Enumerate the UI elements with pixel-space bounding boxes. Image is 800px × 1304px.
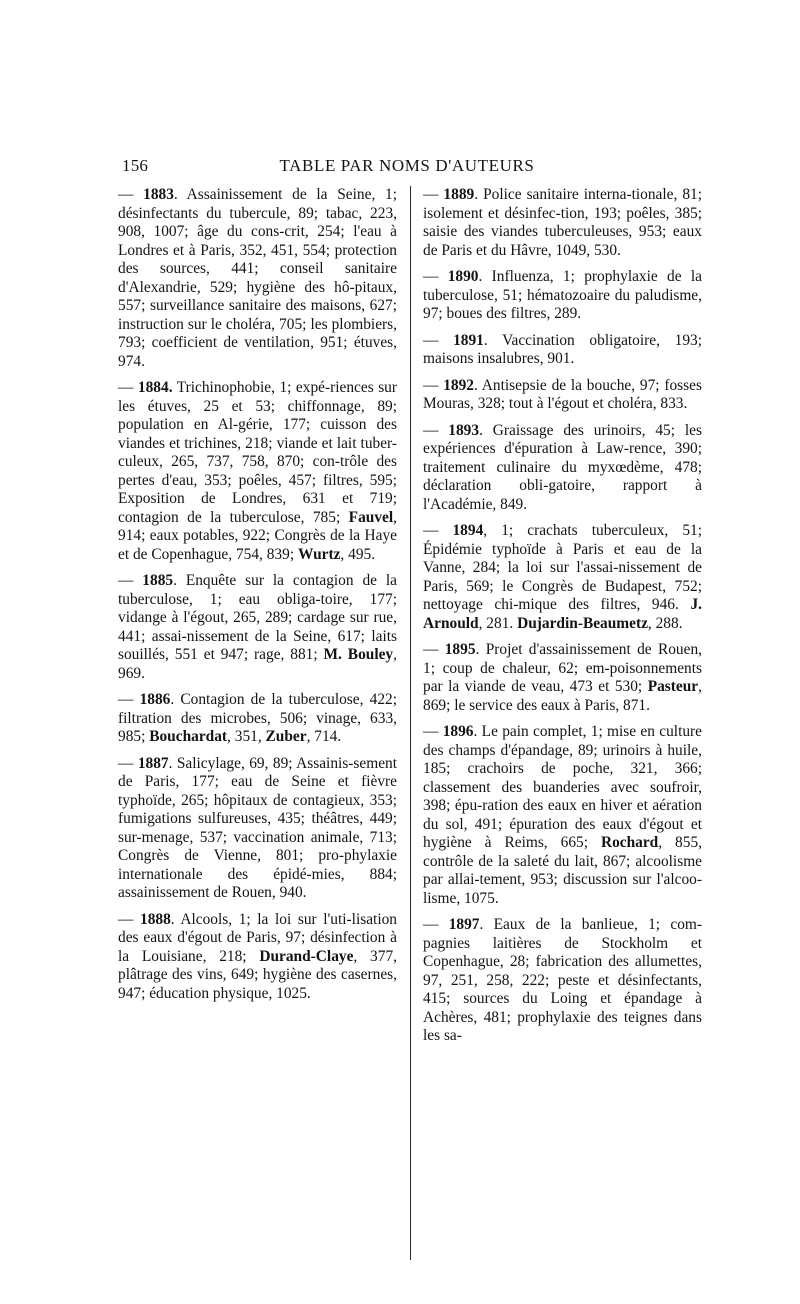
entry-text: , 869; le service des eaux à Paris, 871. — [423, 678, 702, 714]
entry-bold-text: 1891 — [453, 331, 484, 349]
index-entry — [118, 691, 397, 747]
entry-bold-text: Fauvel — [348, 508, 394, 526]
index-entry — [423, 268, 702, 324]
entry-bold-text: M. Bouley — [323, 646, 394, 663]
page-title: TABLE PAR NOMS D'AUTEURS — [279, 156, 535, 175]
entry-text: , 288. — [647, 614, 683, 632]
index-entry — [118, 911, 397, 1004]
entry-text: — — [423, 331, 454, 349]
entry-text: . Salicylage, 69, 89; Assainis-sement de Paris, 177; eau de Seine et fièvre typhoïde, 265; hôpitaux de contagieux, 353; fumigations sulfureuses, 435; théâtres, 449; sur-menage, 537; vaccination animale, 713; Congrès de Vienne, 801; pro-phylaxie internationale des épidé-mies, 884; assainissement de Rouen, 940. — [118, 754, 397, 901]
entry-text: — — [423, 376, 444, 394]
entry-text: Trichinophobie, 1; expé-riences sur les étuves, 25 et 53; chiffonnage, 89; population en Al-gérie, 177; cuisson des viandes et trichines, 218; viande et lait tuber-culeux, 265, 737, 758, 870; con-trôle des pertes d'eau, 353; poêles, 457; filtres, 595; Exposition de Londres, 631 et 719; contagion de la tuberculose, 785; — [118, 379, 398, 526]
entry-bold-text: 1890 — [447, 268, 479, 285]
entry-text: . Eaux de la banlieue, 1; com-pagnies laitières de Stockholm et Copenhague, 28; fabrication des allumettes, 97, 251, 258, 222; peste et désinfectants, 415; sources du Loing et épandage à Achères, 481; prophylaxie des teignes dans les sa- — [423, 916, 702, 1044]
column-divider — [410, 186, 411, 1260]
entry-text: , 495. — [340, 545, 376, 563]
entry-text: , 351, — [227, 728, 266, 745]
entry-text: — — [423, 641, 445, 658]
entry-bold-text: 1897 — [448, 916, 480, 933]
entry-bold-text: 1894 — [452, 522, 484, 539]
entry-text: , 969. — [118, 646, 397, 682]
entry-text: , 714. — [306, 728, 342, 745]
entry-text: . Contagion de la tuberculose, 422; filtration des microbes, 506; vinage, 633, 985; — [118, 691, 397, 745]
entry-bold-text: 1895 — [444, 641, 476, 658]
entry-bold-text: Wurtz — [297, 545, 341, 563]
entry-bold-text: 1893 — [448, 421, 480, 439]
entry-text: , 281. — [478, 614, 518, 632]
entry-bold-text: Dujardin-Beaumetz — [517, 614, 648, 632]
entry-text: . Le pain complet, 1; mise en culture des champs d'épandage, 89; urinoirs à huile, 185; crachoirs de poche, 321, 366; classement des buanderies avec soufroir, 398; épu-ration des eaux en hiver et aération du sol, 491; épuration des eaux d'égout et hygiène à Reims, 665; — [423, 723, 702, 851]
entry-text: . Vaccination obligatoire, 193; maisons insalubres, 901. — [423, 331, 702, 367]
entry-bold-text: Zuber — [265, 728, 307, 745]
running-head — [122, 156, 692, 180]
entry-text: — — [423, 522, 453, 539]
entry-bold-text: 1886 — [139, 691, 171, 708]
entry-bold-text: 1885 — [142, 572, 174, 589]
entry-bold-text: 1896 — [442, 723, 474, 740]
entry-bold-text: Pasteur — [647, 678, 699, 695]
entry-text: — — [423, 268, 448, 285]
index-entry — [423, 723, 702, 908]
entry-bold-text: J. Arnould — [423, 596, 702, 632]
index-entry — [118, 186, 397, 371]
entry-text: — — [423, 916, 449, 933]
entry-text: , 1; crachats tuberculeux, 51; Épidémie typhoïde à Paris et eau de la Vanne, 284; la loi sur l'assai-nissement de Paris, 569; le Congrès de Budapest, 752; nettoyage chi-mique des filtres, 946. — [423, 522, 702, 613]
entry-bold-text: 1883 — [143, 186, 174, 203]
entry-text: — — [423, 723, 443, 740]
entry-text: — — [423, 186, 444, 203]
entry-text: , 377, plâtrage des vins, 649; hygiène des casernes, 947; éducation physique, 1025. — [118, 947, 397, 1002]
index-entry — [423, 916, 702, 1046]
entry-text: . Assainissement de la Seine, 1; désinfectants du tubercule, 89; tabac, 223, 908, 1007; âge du cons-crit, 254; l'eau à Londres et à Paris, 352, 451, 554; protection des sources, 441; conseil sanitaire d'Alexandrie, 529; hygiène des hô-pitaux, 557; surveillance sanitaire des maisons, 627; instruction sur le choléra, 705; les plombiers, 793; coefficient de ventilation, 951; étuves, 974. — [118, 186, 397, 370]
entry-text: — — [118, 572, 143, 589]
entry-text: . Alcools, 1; la loi sur l'uti-lisation des eaux d'égout de Paris, 97; désinfection à la Louisiane, 218; — [118, 910, 397, 965]
left-column — [118, 186, 397, 1011]
entry-bold-text: 1884. — [137, 379, 173, 396]
index-entry — [423, 422, 702, 515]
entry-text: . Antisepsie de la bouche, 97; fosses Mouras, 328; tout à l'égout et choléra, 833. — [423, 376, 702, 412]
index-entry — [423, 377, 702, 414]
index-entry — [423, 332, 702, 369]
page-number: 156 — [122, 156, 149, 175]
entry-text: . Police sanitaire interna-tionale, 81; isolement et désinfec-tion, 193; poêles, 385; saisie des viandes tuberculeuses, 953; eaux de Paris et du Hâvre, 1049, 530. — [423, 186, 702, 259]
index-entry — [423, 641, 702, 715]
entry-text: . Graissage des urinoirs, 45; les expériences d'épuration à Law-rence, 390; traitement culinaire du myxœdème, 478; déclaration obli-gatoire, rapport à l'Académie, 849. — [423, 421, 702, 513]
entry-bold-text: 1889 — [443, 186, 475, 203]
right-column — [423, 186, 702, 1054]
entry-bold-text: 1888 — [140, 910, 171, 928]
entry-text: — — [118, 691, 140, 708]
index-entry — [118, 755, 397, 903]
entry-text: — — [118, 186, 144, 203]
entry-text: . Influenza, 1; prophylaxie de la tuberculose, 51; hématozoaire du paludisme, 97; boues des filtres, 289. — [423, 268, 702, 322]
entry-bold-text: Rochard — [600, 834, 659, 851]
entry-text: . Enquête sur la contagion de la tuberculose, 1; eau obliga-toire, 177; vidange à l'égout, 265, 289; cardage sur rue, 441; assai-nissement de la Seine, 617; laits souillés, 551 et 947; rage, 881; — [118, 572, 397, 663]
index-entry — [118, 379, 397, 564]
entry-text: — — [118, 754, 138, 772]
entry-bold-text: Durand-Claye — [259, 947, 354, 965]
entry-text: — — [118, 379, 138, 396]
entry-bold-text: 1887 — [137, 754, 169, 772]
entry-text: , 914; eaux potables, 922; Congrès de la Haye et de Copenhague, 754, 839; — [118, 508, 397, 563]
index-entry — [423, 522, 702, 633]
entry-text: — — [118, 910, 140, 928]
index-entry — [423, 186, 702, 260]
index-entry — [118, 572, 397, 683]
entry-text: , 855, contrôle de la saleté du lait, 867; alcoolisme par allai-tement, 953; discussion sur l'alcoo-lisme, 1075. — [423, 834, 702, 907]
entry-text: . Projet d'assainissement de Rouen, 1; coup de chaleur, 62; em-poisonnements par la viande de veau, 473 et 530; — [423, 641, 702, 695]
entry-text: — — [423, 421, 449, 439]
entry-bold-text: Bouchardat — [149, 728, 228, 745]
entry-bold-text: 1892 — [443, 376, 474, 394]
